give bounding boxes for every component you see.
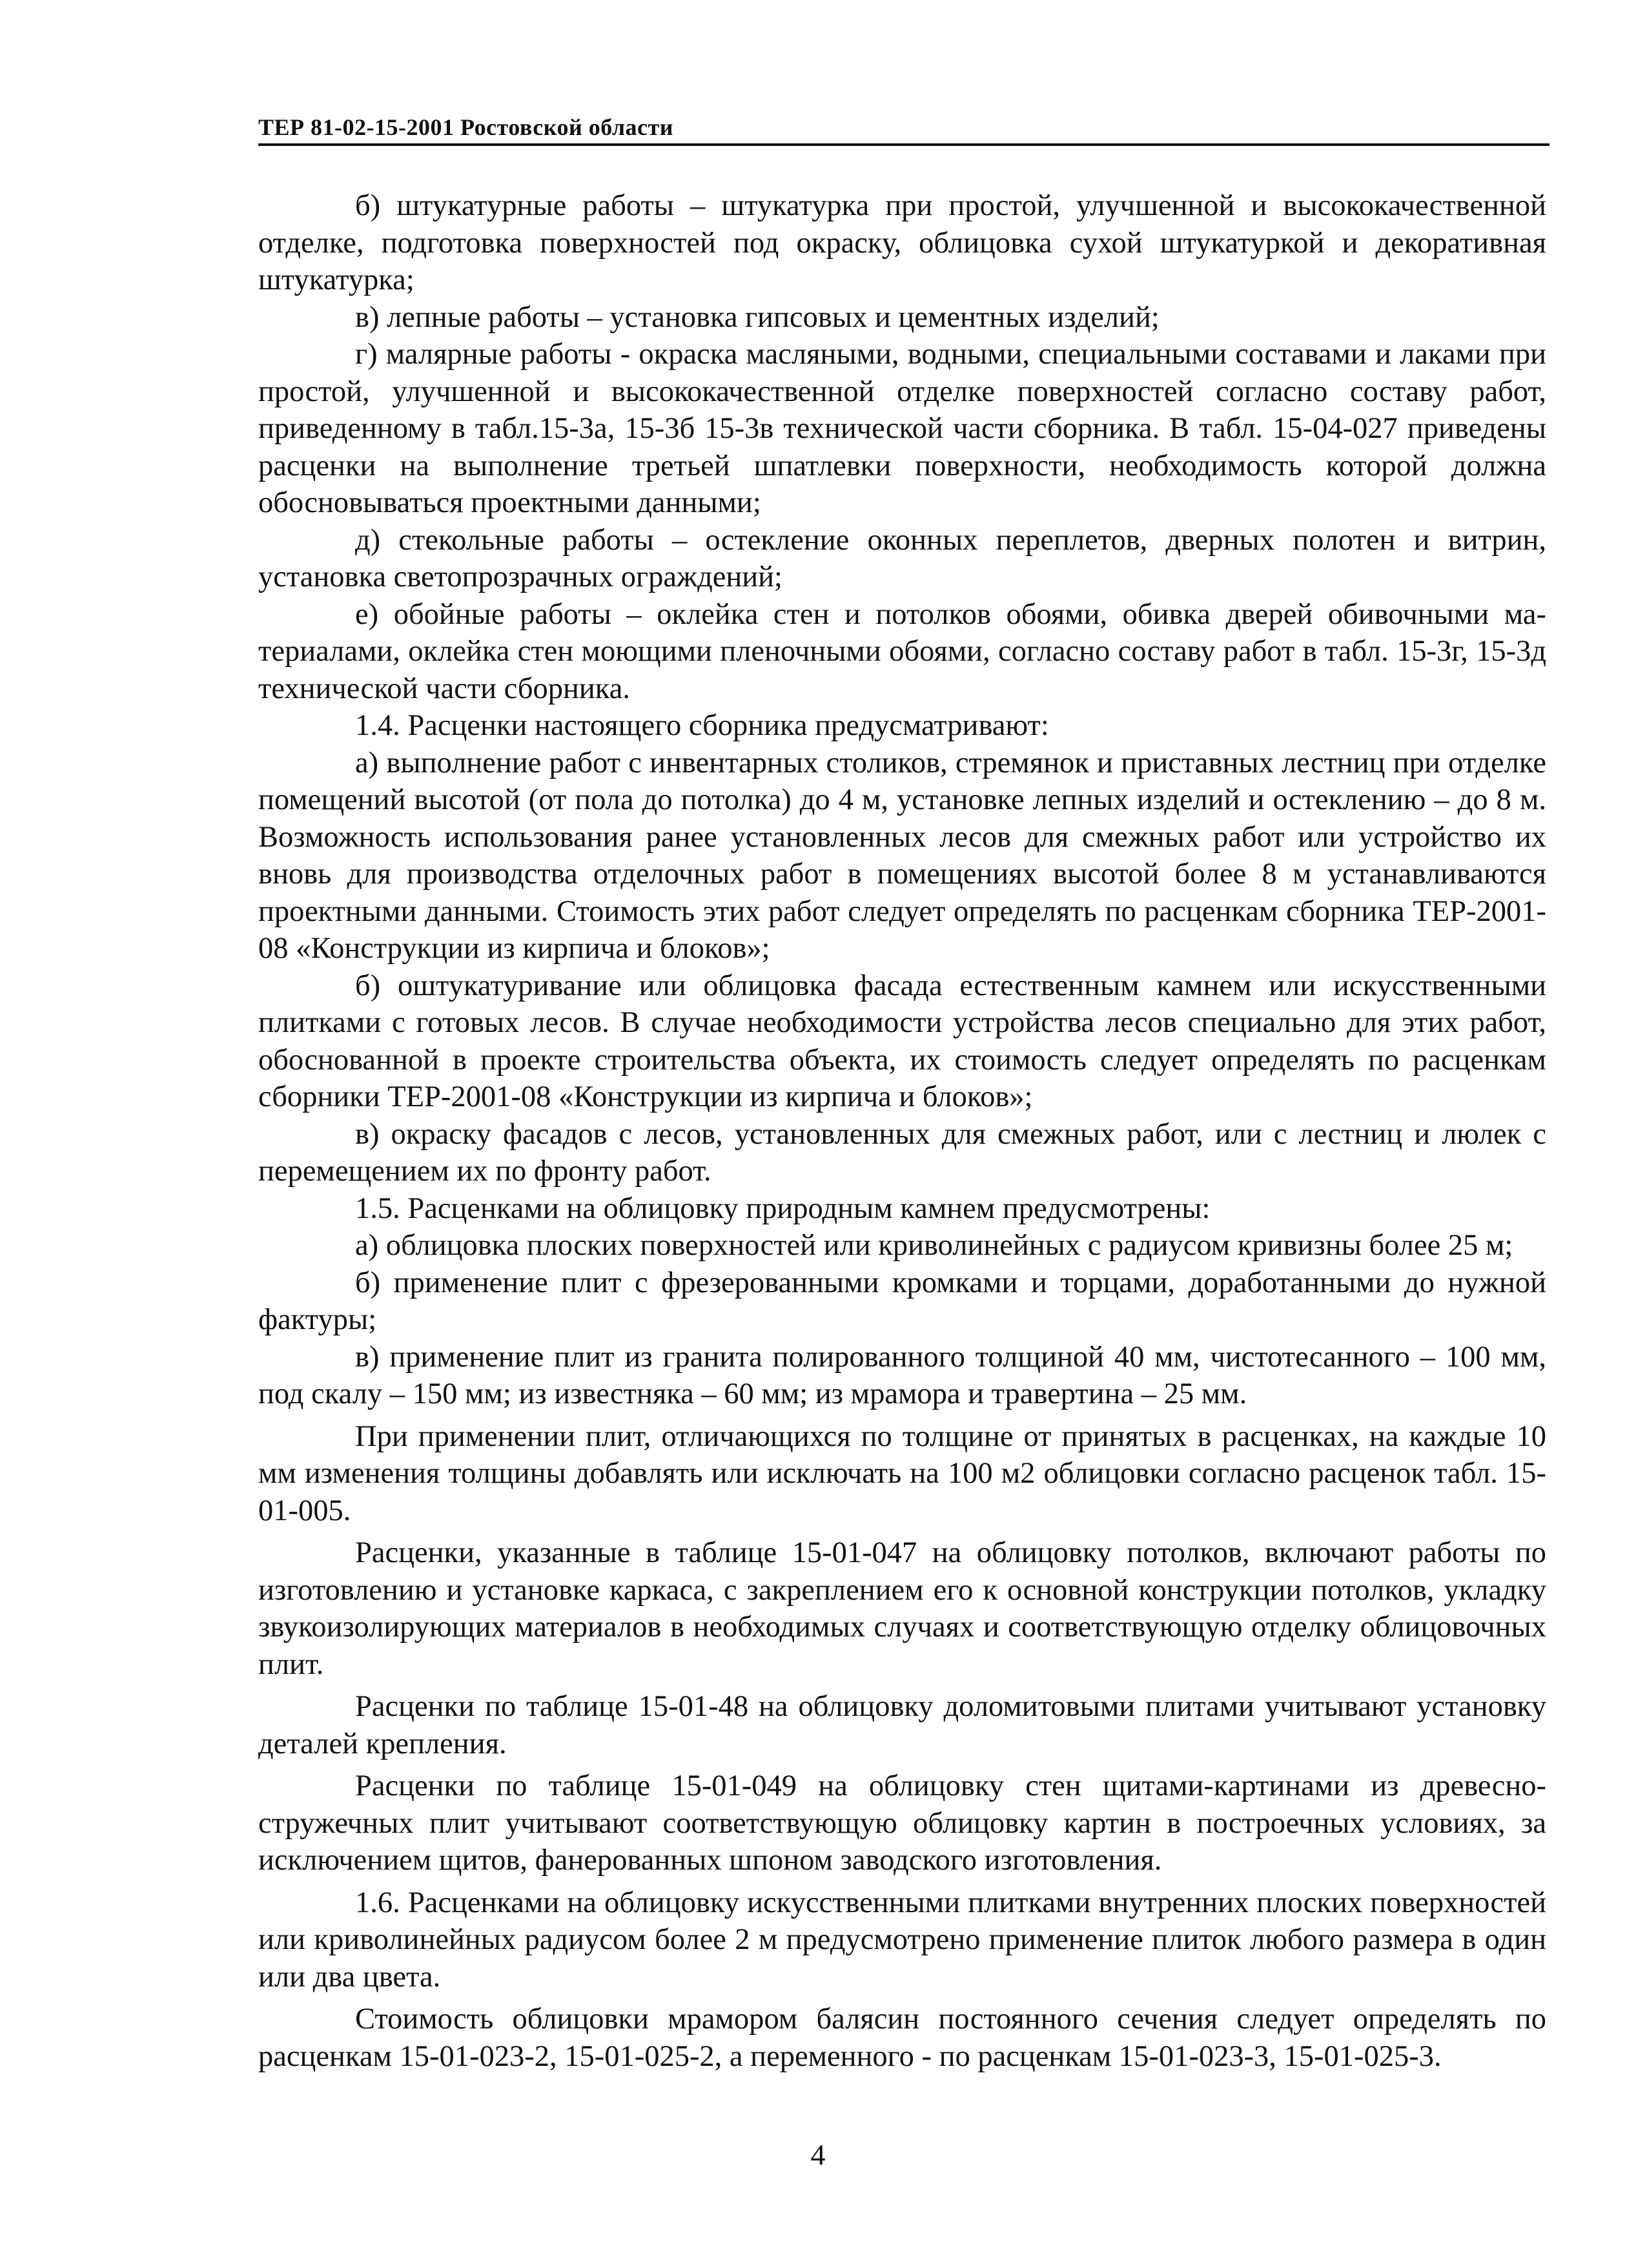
paragraph-1-4-a: а) выполнение работ с инвентарных столиков, стремянок и приставных лестниц при отделке помещений высотой (от пола до потолка) до 4 м, установке лепных изделий и остеклению – до 8 м. Возможность использования ранее установленных лесов для смежных работ или устройство их вновь для производства отделочных работ в помещениях высотой более 8 м устанавливаются проектными данными. Стоимость этих работ следует определять по расценкам сборника ТЕР-2001-08 «Конструкции из кирпича и блоков»; [258,746,1546,965]
paragraph-1-4-c: в) окраску фасадов с лесов, установленных для смежных работ, или с лестниц и люлек с перемещением их по фронту работ. [258,1117,1546,1188]
paragraph-wallpaper: е) обойные работы – оклейка стен и потолков обоями, обивка дверей обивочными материалами, оклейка стен моющими пленочными обоями, согласно составу работ в табл. 15-3г, 15-3д технической части сборника. [258,597,1546,705]
paragraph-1-5-a: а) облицовка плоских поверхностей или криволинейных с радиусом кривизны более 25 м; [355,1229,1513,1262]
section-1-4-heading: 1.4. Расценки настоящего сборника предусматривают: [355,709,1049,742]
paragraph-thickness: При применении плит, отличающихся по толщине от принятых в расценках, на каждые 10 мм изменения толщины добавлять или исключать на 100 м2 облицовки согласно расценок табл. 15-01-005. [258,1419,1546,1527]
paragraph-1-5-b: б) применение плит с фрезерованными кромками и торцами, доработанными до нужной фактуры; [258,1266,1546,1336]
page-number: 4 [810,2138,826,2171]
paragraph-panels: Расценки по таблице 15-01-049 на облицовку стен щитами-картинами из древесностружечных плит учитывают соответствующую облицовку картин в построечных условиях, за исключением щитов, фанерованных шпоном заводского изготовления. [258,1769,1546,1877]
paragraph-dolomite: Расценки по таблице 15-01-48 на облицовку доломитовыми плитами учитывают установку деталей крепления. [258,1690,1546,1760]
paragraph-balusters: Стоимость облицовки мрамором балясин постоянного сечения следует определять по расценкам 15-01-023-2, 15-01-025-2, а переменного - по расценкам 15-01-023-3, 15-01-025-3. [258,2003,1546,2073]
paragraph-1-4-b: б) оштукатуривание или облицовка фасада естественным камнем или искусственными плитками с готовых лесов. В случае необходимости устройства лесов специально для этих работ, обоснованной в проекте строительства объекта, их стоимость следует определять по расценкам сборники ТЕР-2001-08 «Конструкции из кирпича и блоков»; [258,969,1546,1113]
paragraph-1-5-c: в) применение плит из гранита полированного толщиной 40 мм, чистотесанного – 100 мм, под скалу – 150 мм; из известняка – 60 мм; из мрамора и травертина – 25 мм. [258,1340,1546,1410]
header-title: ТЕР 81-02-15-2001 Ростовской области [258,114,673,140]
paragraph-painting: г) малярные работы - окраска масляными, водными, специальными составами и лаками при простой, улучшенной и высококачественной отделке поверхностей согласно составу работ, приведенному в табл.15-3а, 15-3б 15-3в технической части сборника. В табл. 15-04-027 приведены расценки на выполнение третьей шпатлевки поверхности, необходимость которой должна обосновываться проектными данными; [258,338,1546,519]
paragraph-stucco: в) лепные работы – установка гипсовых и цементных изделий; [355,300,1160,334]
section-1-6-paragraph: 1.6. Расценками на облицовку искусственными плитками внутренних плоских поверхностей или криволинейных радиусом более 2 м предусмотрено применение плиток любого размера в один или два цвета. [258,1886,1546,1994]
section-1-5-heading: 1.5. Расценками на облицовку природным камнем предусмотрены: [355,1191,1211,1225]
paragraph-ceiling: Расценки, указанные в таблице 15-01-047 на облицовку потолков, включают работы по изготовлению и установке каркаса, с закреплением его к основной конструкции потолков, укладку звукоизолирующих материалов в необходимых случаях и соответствующую отделку облицовочных плит. [258,1536,1546,1681]
paragraph-plastering: б) штукатурные работы – штукатурка при простой, улучшенной и высококачественной отделке, подготовка поверхностей под окраску, облицовка сухой штукатуркой и декоративная штукатурка; [258,189,1546,296]
running-header [258,110,1549,146]
document-body [258,187,1546,2075]
paragraph-glazing: д) стекольные работы – остекление оконных переплетов, дверных полотен и витрин, установка светопрозрачных ограждений; [258,523,1546,593]
